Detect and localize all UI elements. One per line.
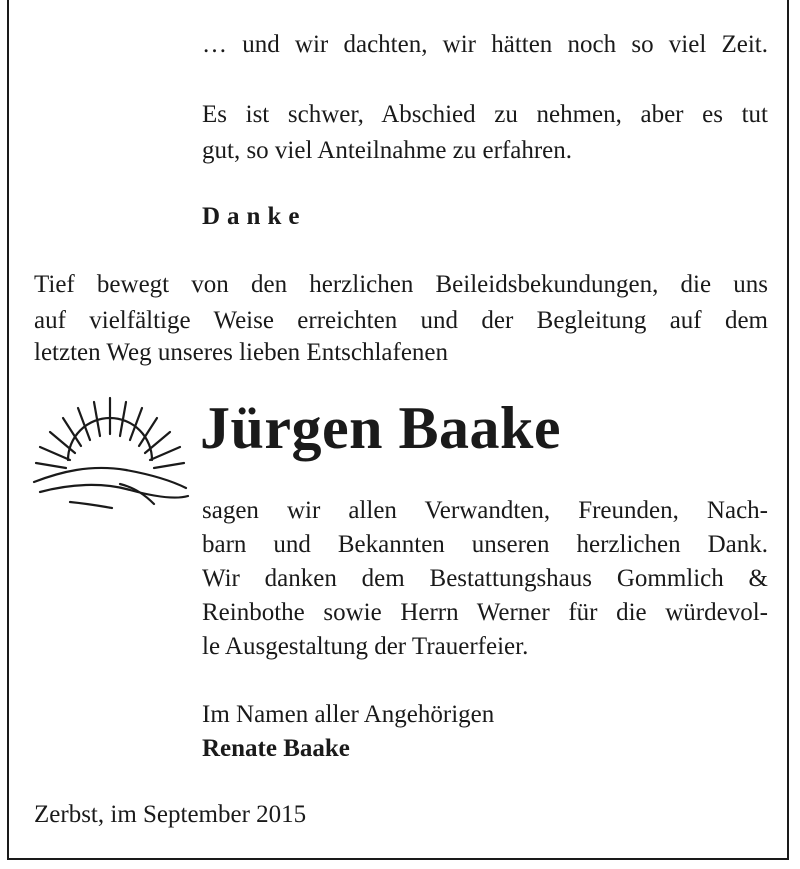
body-line-1: sagen wir allen Verwandten, Freunden, Nach-	[202, 497, 768, 524]
deceased-name: Jürgen Baake	[200, 395, 562, 461]
body-line-4: Reinbothe sowie Herrn Werner für die würdevol-	[202, 599, 768, 626]
thanks-line-1: Es ist schwer, Abschied zu nehmen, aber es tut	[202, 101, 768, 128]
intro-line-2: auf vielfältige Weise erreichten und der Begleitung auf dem	[34, 307, 768, 334]
rising-sun-over-hills-icon	[30, 392, 190, 518]
epigraph: … und wir dachten, wir hätten noch so viel Zeit.	[202, 31, 768, 58]
body-line-2: barn und Bekannten unseren herzlichen Dank.	[202, 531, 768, 558]
body-line-3: Wir danken dem Bestattungshaus Gommlich &	[202, 565, 768, 592]
on-behalf-line: Im Namen aller Angehörigen	[202, 701, 495, 728]
intro-line-1: Tief bewegt von den herzlichen Beileidsbekundungen, die uns	[34, 271, 768, 298]
signer-name: Renate Baake	[202, 735, 350, 762]
body-line-5: le Ausgestaltung der Trauerfeier.	[202, 633, 529, 660]
intro-line-3: letzten Weg unseres lieben Entschlafenen	[34, 339, 449, 366]
thanks-line-2: gut, so viel Anteilnahme zu erfahren.	[202, 137, 573, 164]
danke-heading: Danke	[202, 203, 307, 230]
place-date: Zerbst, im September 2015	[34, 801, 307, 828]
